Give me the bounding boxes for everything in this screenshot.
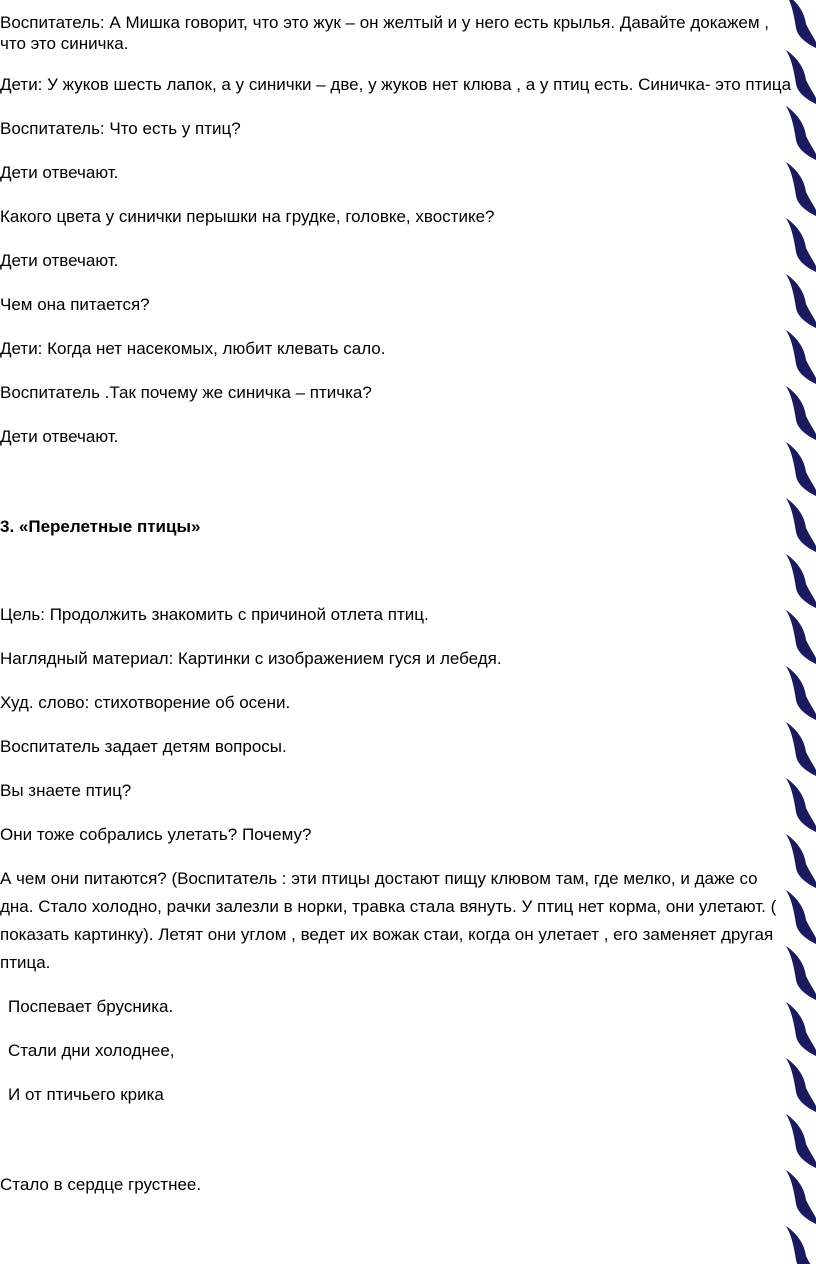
- bird-wing-border-icon: [786, 386, 816, 440]
- bird-wing-border-icon: [786, 1002, 816, 1056]
- bird-wing-border-icon: [786, 50, 816, 104]
- text-line: Цель: Продолжить знакомить с причиной отлета птиц.: [0, 605, 429, 624]
- poem-line: И от птичьего крика: [8, 1085, 164, 1104]
- bird-wing-border-icon: [786, 890, 816, 944]
- text-line: птица.: [0, 953, 51, 972]
- poem-line: Стало в сердце грустнее.: [0, 1175, 202, 1194]
- text-line: Они тоже собрались улетать? Почему?: [0, 825, 312, 844]
- text-line: Воспитатель .Так почему же синичка – птичка?: [0, 383, 372, 402]
- text-line: Воспитатель: Что есть у птиц?: [0, 119, 241, 138]
- text-line: Дети отвечают.: [0, 251, 119, 270]
- text-line: Наглядный материал: Картинки с изображением гуся и лебедя.: [0, 649, 502, 668]
- bird-wing-border-icon: [786, 442, 816, 496]
- section-heading: 3. «Перелетные птицы»: [0, 517, 201, 536]
- text-line: Вы знаете птиц?: [0, 781, 132, 800]
- text-line: Дети отвечают.: [0, 163, 119, 182]
- decorative-border: [782, 0, 816, 1264]
- text-line: Какого цвета у синички перышки на грудке, головке, хвостике?: [0, 207, 495, 226]
- text-line: Худ. слово: стихотворение об осени.: [0, 693, 291, 712]
- bird-wing-border-icon: [786, 722, 816, 776]
- bird-wing-border-icon: [786, 1058, 816, 1112]
- text-line: Воспитатель: А Мишка говорит, что это жук – он желтый и у него есть крылья. Давайте докажем ,: [0, 13, 769, 32]
- text-line: Воспитатель задает детям вопросы.: [0, 737, 287, 756]
- bird-wing-border-icon: [786, 1226, 816, 1264]
- text-line: что это синичка.: [0, 34, 129, 53]
- bird-wing-border-icon: [786, 162, 816, 216]
- text-line: Чем она питается?: [0, 295, 150, 314]
- text-line: дна. Стало холодно, рачки залезли в норки, травка стала вянуть. У птиц нет корма, они улетают. (: [0, 897, 777, 916]
- bird-wing-border-icon: [786, 0, 816, 48]
- bird-wing-border-icon: [786, 666, 816, 720]
- bird-wing-border-icon: [786, 1170, 816, 1224]
- text-line: Дети: Когда нет насекомых, любит клевать сало.: [0, 339, 386, 358]
- poem-line: Стали дни холоднее,: [8, 1041, 175, 1060]
- bird-wing-border-icon: [786, 106, 816, 160]
- bird-wing-border-icon: [786, 218, 816, 272]
- bird-wing-border-icon: [786, 778, 816, 832]
- text-line: Дети отвечают.: [0, 427, 119, 446]
- bird-wing-border-icon: [786, 498, 816, 552]
- bird-wing-border-icon: [786, 554, 816, 608]
- text-line: А чем они питаются? (Воспитатель : эти птицы достают пищу клювом там, где мелко, и даже со: [0, 869, 758, 888]
- bird-wing-border-icon: [786, 274, 816, 328]
- text-line: показать картинку). Летят они углом , ведет их вожак стаи, когда он улетает , его заменяет другая: [0, 925, 774, 944]
- text-line: Дети: У жуков шесть лапок, а у синички – две, у жуков нет клюва , а у птиц есть. Синичка- это птица: [0, 75, 792, 94]
- bird-wing-border-icon: [786, 834, 816, 888]
- bird-wing-border-icon: [786, 1114, 816, 1168]
- bird-wing-border-icon: [786, 610, 816, 664]
- bird-wing-border-icon: [786, 946, 816, 1000]
- poem-line: Поспевает брусника.: [8, 997, 174, 1016]
- bird-wing-border-icon: [786, 330, 816, 384]
